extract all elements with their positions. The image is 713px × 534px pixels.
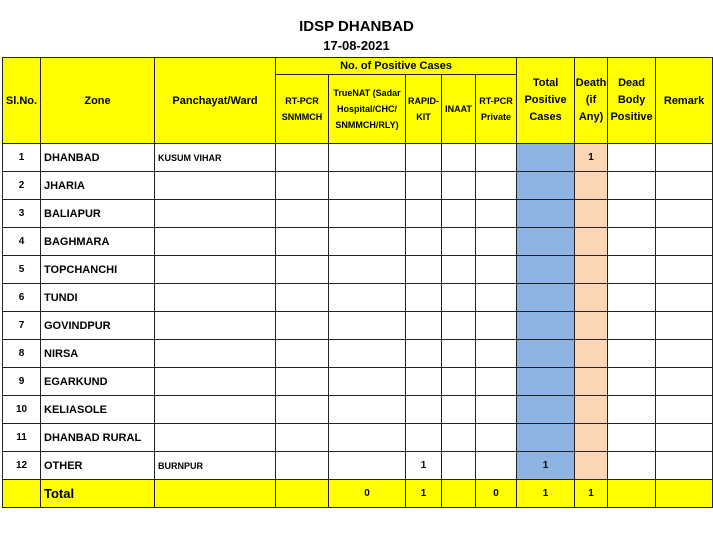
rtpcr-private-cell (476, 396, 517, 424)
header-rapid-kit: RAPID- KIT (406, 75, 442, 144)
table-row (3, 452, 713, 480)
rtpcr-private-cell (476, 200, 517, 228)
rapid-kit-cell (406, 172, 442, 200)
panchayat-cell (155, 284, 276, 312)
total-label: Total (41, 480, 155, 508)
panchayat-cell (155, 424, 276, 452)
total-positive-cell: 1 (517, 452, 575, 480)
total-panchayat-cell (155, 480, 276, 508)
truenat-cell (329, 284, 406, 312)
rtpcr-snmmch-cell (276, 452, 329, 480)
death-cell (575, 340, 608, 368)
rapid-kit-cell (406, 312, 442, 340)
dead-body-cell (608, 256, 656, 284)
header-rtpcr-private: RT-PCR Private (476, 75, 517, 144)
remark-cell (656, 424, 713, 452)
death-cell (575, 284, 608, 312)
table-row (3, 368, 713, 396)
zone-cell: EGARKUND (41, 368, 155, 396)
rtpcr-snmmch-cell (276, 368, 329, 396)
truenat-cell (329, 172, 406, 200)
rtpcr-snmmch-cell (276, 284, 329, 312)
inaat-cell (442, 312, 476, 340)
zone-cell: DHANBAD RURAL (41, 424, 155, 452)
truenat-cell (329, 144, 406, 172)
total-positive-cell (517, 284, 575, 312)
zone-cell: KELIASOLE (41, 396, 155, 424)
zone-cell: NIRSA (41, 340, 155, 368)
rapid-kit-cell (406, 256, 442, 284)
remark-cell (656, 200, 713, 228)
death-cell (575, 424, 608, 452)
panchayat-cell (155, 172, 276, 200)
dead-body-cell (608, 452, 656, 480)
total-dead-body-cell (608, 480, 656, 508)
sl-cell: 2 (3, 172, 41, 200)
total-rtpcr-private-cell: 0 (476, 480, 517, 508)
rtpcr-private-cell (476, 312, 517, 340)
table-row (3, 340, 713, 368)
rapid-kit-cell (406, 396, 442, 424)
header-dead-body: Dead Body Positive (608, 58, 656, 144)
death-cell (575, 256, 608, 284)
rtpcr-snmmch-cell (276, 228, 329, 256)
truenat-cell (329, 340, 406, 368)
rtpcr-private-cell (476, 144, 517, 172)
panchayat-cell (155, 312, 276, 340)
sl-cell: 8 (3, 340, 41, 368)
truenat-cell (329, 396, 406, 424)
total-positive-cell (517, 396, 575, 424)
table-row (3, 256, 713, 284)
rtpcr-private-cell (476, 424, 517, 452)
death-cell (575, 368, 608, 396)
report-title: IDSP DHANBAD (299, 18, 414, 35)
total-positive-cell (517, 368, 575, 396)
header-death: Death (if Any) (575, 58, 608, 144)
rapid-kit-cell (406, 228, 442, 256)
dead-body-cell (608, 228, 656, 256)
dead-body-cell (608, 396, 656, 424)
truenat-cell (329, 228, 406, 256)
total-positive-cell (517, 340, 575, 368)
sl-cell: 1 (3, 144, 41, 172)
truenat-cell (329, 368, 406, 396)
remark-cell (656, 284, 713, 312)
inaat-cell (442, 340, 476, 368)
sl-cell: 3 (3, 200, 41, 228)
truenat-cell (329, 200, 406, 228)
zone-cell: JHARIA (41, 172, 155, 200)
death-cell (575, 312, 608, 340)
panchayat-cell: KUSUM VIHAR (155, 144, 276, 172)
truenat-cell (329, 256, 406, 284)
remark-cell (656, 396, 713, 424)
inaat-cell (442, 424, 476, 452)
remark-cell (656, 340, 713, 368)
rapid-kit-cell (406, 284, 442, 312)
rapid-kit-cell (406, 200, 442, 228)
inaat-cell (442, 228, 476, 256)
table-row (3, 312, 713, 340)
panchayat-cell (155, 200, 276, 228)
sl-cell: 9 (3, 368, 41, 396)
zone-cell: BAGHMARA (41, 228, 155, 256)
total-inaat-cell (442, 480, 476, 508)
dead-body-cell (608, 200, 656, 228)
header-zone: Zone (41, 58, 155, 144)
panchayat-cell (155, 340, 276, 368)
total-remark-cell (656, 480, 713, 508)
sl-cell: 5 (3, 256, 41, 284)
panchayat-cell (155, 368, 276, 396)
truenat-cell (329, 452, 406, 480)
inaat-cell (442, 452, 476, 480)
rtpcr-snmmch-cell (276, 340, 329, 368)
rtpcr-private-cell (476, 452, 517, 480)
header-rtpcr-snmmch: RT-PCR SNMMCH (276, 75, 329, 144)
rtpcr-snmmch-cell (276, 424, 329, 452)
total-truenat-cell: 0 (329, 480, 406, 508)
rtpcr-snmmch-cell (276, 312, 329, 340)
total-positive-cell (517, 172, 575, 200)
total-positive-cell (517, 228, 575, 256)
report-date: 17-08-2021 (323, 38, 390, 53)
header-truenat: TrueNAT (Sadar Hospital/CHC/ SNMMCH/RLY) (329, 75, 406, 144)
sl-cell: 6 (3, 284, 41, 312)
rtpcr-snmmch-cell (276, 396, 329, 424)
table-row (3, 144, 713, 172)
dead-body-cell (608, 424, 656, 452)
header-slno: Sl.No. (3, 58, 41, 144)
rapid-kit-cell (406, 424, 442, 452)
dead-body-cell (608, 368, 656, 396)
remark-cell (656, 368, 713, 396)
total-total-positive-cell: 1 (517, 480, 575, 508)
rtpcr-private-cell (476, 368, 517, 396)
rapid-kit-cell (406, 368, 442, 396)
rtpcr-snmmch-cell (276, 172, 329, 200)
header-remark: Remark (656, 58, 713, 144)
rtpcr-snmmch-cell (276, 200, 329, 228)
zone-cell: TUNDI (41, 284, 155, 312)
panchayat-cell (155, 228, 276, 256)
rtpcr-private-cell (476, 228, 517, 256)
zone-cell: TOPCHANCHI (41, 256, 155, 284)
remark-cell (656, 312, 713, 340)
total-positive-cell (517, 200, 575, 228)
panchayat-cell (155, 256, 276, 284)
death-cell (575, 172, 608, 200)
inaat-cell (442, 284, 476, 312)
rtpcr-private-cell (476, 256, 517, 284)
inaat-cell (442, 200, 476, 228)
remark-cell (656, 256, 713, 284)
dead-body-cell (608, 312, 656, 340)
total-death-cell: 1 (575, 480, 608, 508)
zone-cell: BALIAPUR (41, 200, 155, 228)
total-positive-cell (517, 144, 575, 172)
table-row (3, 396, 713, 424)
table-row (3, 284, 713, 312)
total-positive-cell (517, 424, 575, 452)
death-cell (575, 452, 608, 480)
death-cell: 1 (575, 144, 608, 172)
truenat-cell (329, 424, 406, 452)
dead-body-cell (608, 172, 656, 200)
rtpcr-private-cell (476, 172, 517, 200)
header-total-positive: Total Positive Cases (517, 58, 575, 144)
header-positive-group: No. of Positive Cases (276, 58, 517, 75)
zone-cell: DHANBAD (41, 144, 155, 172)
remark-cell (656, 144, 713, 172)
inaat-cell (442, 396, 476, 424)
rtpcr-private-cell (476, 284, 517, 312)
inaat-cell (442, 144, 476, 172)
total-slno-cell (3, 480, 41, 508)
sl-cell: 10 (3, 396, 41, 424)
sl-cell: 11 (3, 424, 41, 452)
panchayat-cell (155, 396, 276, 424)
total-rapid-kit-cell: 1 (406, 480, 442, 508)
death-cell (575, 228, 608, 256)
total-positive-cell (517, 312, 575, 340)
table-row (3, 424, 713, 452)
rtpcr-snmmch-cell (276, 144, 329, 172)
rapid-kit-cell (406, 340, 442, 368)
header-panchayat: Panchayat/Ward (155, 58, 276, 144)
positive-cases-table (2, 57, 713, 508)
remark-cell (656, 172, 713, 200)
dead-body-cell (608, 144, 656, 172)
panchayat-cell: BURNPUR (155, 452, 276, 480)
table-row (3, 200, 713, 228)
header-inaat: INAAT (442, 75, 476, 144)
inaat-cell (442, 368, 476, 396)
remark-cell (656, 228, 713, 256)
truenat-cell (329, 312, 406, 340)
inaat-cell (442, 172, 476, 200)
rtpcr-private-cell (476, 340, 517, 368)
table-row (3, 172, 713, 200)
sl-cell: 12 (3, 452, 41, 480)
death-cell (575, 200, 608, 228)
sl-cell: 7 (3, 312, 41, 340)
total-row (3, 480, 713, 508)
zone-cell: OTHER (41, 452, 155, 480)
inaat-cell (442, 256, 476, 284)
total-rtpcr-snmmch-cell (276, 480, 329, 508)
death-cell (575, 396, 608, 424)
dead-body-cell (608, 340, 656, 368)
rapid-kit-cell (406, 144, 442, 172)
rtpcr-snmmch-cell (276, 256, 329, 284)
zone-cell: GOVINDPUR (41, 312, 155, 340)
sl-cell: 4 (3, 228, 41, 256)
rapid-kit-cell: 1 (406, 452, 442, 480)
table-row (3, 228, 713, 256)
remark-cell (656, 452, 713, 480)
dead-body-cell (608, 284, 656, 312)
total-positive-cell (517, 256, 575, 284)
